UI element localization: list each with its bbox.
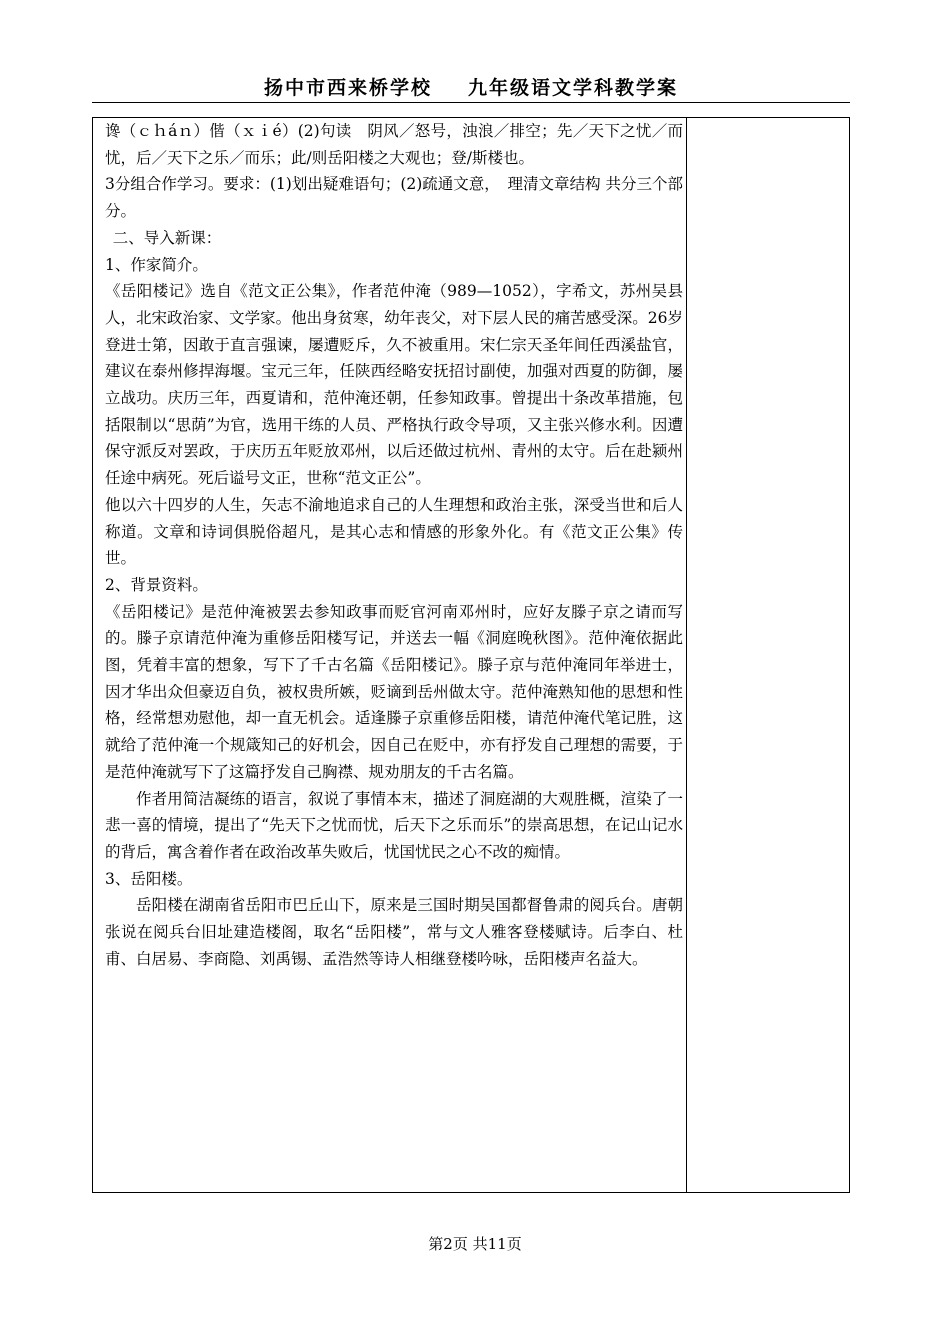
subject-title: 九年级语文学科教学案 <box>468 77 679 99</box>
paragraph-group-study: 3分组合作学习。要求：(1)划出疑难语句；(2)疏通文意， 理清文章结构 共分三个部分。 <box>105 175 683 221</box>
paragraph-author-legacy: 他以六十四岁的人生，矢志不渝地追求自己的人生理想和政治主张，深受当世和后人称道。文章和诗词俱脱俗超凡，是其心志和情感的形象外化。有《范文正公集》传世。 <box>105 495 683 568</box>
subheading-background: 2、背景资料。 <box>105 575 208 594</box>
lesson-table <box>92 117 850 1193</box>
school-name: 扬中市西来桥学校 <box>263 77 432 99</box>
section-heading-intro: 二、导入新课： <box>112 228 222 247</box>
paragraph-background: 《岳阳楼记》是范仲淹被罢去参知政事而贬官河南邓州时，应好友滕子京之请而写的。滕子京请范仲淹为重修岳阳楼写记，并送去一幅《洞庭晚秋图》。范仲淹依据此图，凭着丰富的想象，写下了千古名篇《岳阳楼记》。滕子京与范仲淹同年举进士，因才华出众但豪迈自负，被权贵所嫉，贬谪到岳州做太守。范仲淹熟知他的思想和性格，经常想劝慰他，却一直无机会。适逢滕子京重修岳阳楼，请范仲淹代笔记胜，这就给了范仲淹一个规箴知己的好机会，因自己在贬中，亦有抒发自己理想的需要，于是范仲淹就写下了这篇抒发自己胸襟、规劝朋友的千古名篇。 <box>105 602 683 781</box>
paragraph-summary: 作者用简洁凝练的语言，叙说了事情本末，描述了洞庭湖的大观胜概，渲染了一悲一喜的情境，提出了“先天下之忧而忧，后天下之乐而乐”的崇高思想，在记山记水的背后，寓含着作者在政治改革失败后，忧国忧民之心不改的痴情。 <box>105 789 683 861</box>
paragraph-author-bio: 《岳阳楼记》选自《范文正公集》，作者范仲淹（989—1052），字希文，苏州吴县人，北宋政治家、文学家。他出身贫寒，幼年丧父，对下层人民的痛苦感受深。26岁登进士第，因敢于直言强谏，屡遭贬斥，久不被重用。宋仁宗天圣年间任西溪盐官，建议在泰州修捍海堰。宝元三年，任陕西经略安抚招讨副使，加强对西夏的防御，屡立战功。庆历三年，西夏请和，范仲淹还朝，任参知政事。曾提出十条改革措施，包括限制以“思荫”为官，选用干练的人员、严格执行政令导项，又主张兴修水利。因遭保守派反对罢政，于庆历五年贬放邓州，以后还做过杭州、青州的太守。后在赴颍州任途中病死。死后谥号文正，世称“范文正公”。 <box>105 282 683 488</box>
lesson-content-cell <box>105 118 683 1192</box>
page-footer: 第2页 共11页 <box>428 1235 522 1253</box>
notes-cell <box>687 118 849 1192</box>
header-rule <box>92 102 850 103</box>
subheading-tower: 3、岳阳楼。 <box>105 869 193 888</box>
subheading-author: 1、作家简介。 <box>105 255 208 274</box>
paragraph-pronunciation: 谗（ｃｈáｎ）偕（ｘｉé）(2)句读 阴风／怒号，浊浪／排空；先／天下之忧／而忧，后／天下之乐／而乐；此/则岳阳楼之大观也；登/斯楼也。 <box>105 122 683 167</box>
page-header <box>92 76 850 100</box>
paragraph-tower: 岳阳楼在湖南省岳阳市巴丘山下，原来是三国时期吴国都督鲁肃的阅兵台。唐朝张说在阅兵台旧址建造楼阁，取名“岳阳楼”，常与文人雅客登楼赋诗。后李白、杜甫、白居易、李商隐、刘禹锡、孟浩然等诗人相继登楼吟咏，岳阳楼声名益大。 <box>105 896 683 968</box>
